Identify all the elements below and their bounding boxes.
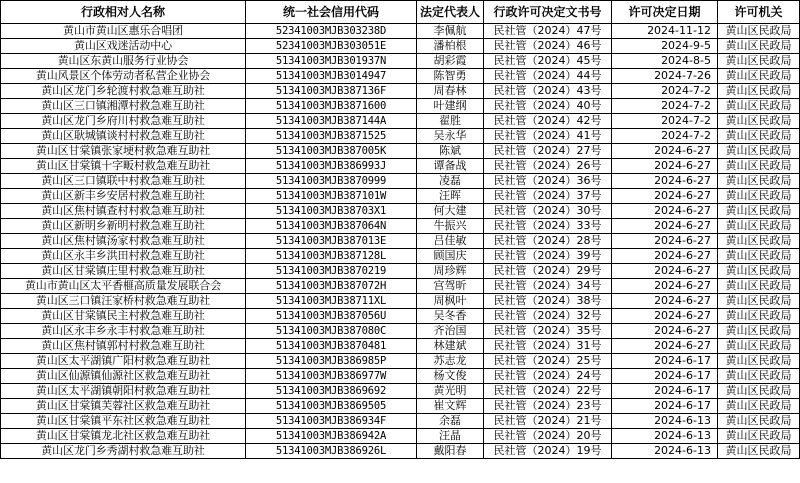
cell-authority: 黄山区民政局 xyxy=(718,99,800,114)
table-row xyxy=(1,324,800,339)
cell-credit-code: 51341003MJB38711XL xyxy=(246,294,417,309)
table-row xyxy=(1,84,800,99)
cell-legal-rep: 翟胜 xyxy=(417,114,484,129)
cell-document-no: 民社管（2024）29号 xyxy=(484,264,612,279)
cell-legal-rep: 吴永华 xyxy=(417,129,484,144)
cell-authority: 黄山区民政局 xyxy=(718,324,800,339)
table-row xyxy=(1,219,800,234)
cell-authority: 黄山区民政局 xyxy=(718,264,800,279)
cell-document-no: 民社管（2024）42号 xyxy=(484,114,612,129)
cell-decision-date: 2024-6-27 xyxy=(612,324,718,339)
table-row xyxy=(1,24,800,39)
table-row xyxy=(1,294,800,309)
cell-document-no: 民社管（2024）28号 xyxy=(484,234,612,249)
cell-party-name: 黄山区甘棠镇庄里村救急难互助社 xyxy=(1,264,246,279)
cell-legal-rep: 周珍辉 xyxy=(417,264,484,279)
cell-credit-code: 51341003MJB387080C xyxy=(246,324,417,339)
cell-document-no: 民社管（2024）27号 xyxy=(484,144,612,159)
cell-document-no: 民社管（2024）47号 xyxy=(484,24,612,39)
table-row xyxy=(1,129,800,144)
table-row xyxy=(1,444,800,459)
cell-party-name: 黄山区焦村镇查村村救急难互助社 xyxy=(1,204,246,219)
header-document-no: 行政许可决定文书号 xyxy=(484,1,612,24)
cell-legal-rep: 牛振兴 xyxy=(417,219,484,234)
cell-legal-rep: 顾国庆 xyxy=(417,249,484,264)
cell-legal-rep: 戴阳春 xyxy=(417,444,484,459)
header-credit-code: 统一社会信用代码 xyxy=(246,1,417,24)
cell-party-name: 黄山区龙门乡府川村救急难互助社 xyxy=(1,114,246,129)
cell-authority: 黄山区民政局 xyxy=(718,429,800,444)
cell-legal-rep: 余磊 xyxy=(417,414,484,429)
cell-decision-date: 2024-7-2 xyxy=(612,99,718,114)
cell-authority: 黄山区民政局 xyxy=(718,189,800,204)
cell-credit-code: 51341003MJB3871600 xyxy=(246,99,417,114)
table-row xyxy=(1,279,800,294)
cell-party-name: 黄山区龙门乡轮渡村救急难互助社 xyxy=(1,84,246,99)
table-body xyxy=(1,24,800,459)
cell-document-no: 民社管（2024）31号 xyxy=(484,339,612,354)
cell-legal-rep: 周枫叶 xyxy=(417,294,484,309)
cell-party-name: 黄山区太平湖镇朝阳村救急难互助社 xyxy=(1,384,246,399)
cell-decision-date: 2024-6-27 xyxy=(612,264,718,279)
cell-decision-date: 2024-7-26 xyxy=(612,69,718,84)
cell-credit-code: 51341003MJB387128L xyxy=(246,249,417,264)
header-party-name: 行政相对人名称 xyxy=(1,1,246,24)
cell-credit-code: 51341003MJB3870999 xyxy=(246,174,417,189)
cell-authority: 黄山区民政局 xyxy=(718,219,800,234)
cell-legal-rep: 汪晖 xyxy=(417,189,484,204)
table-row xyxy=(1,114,800,129)
cell-document-no: 民社管（2024）46号 xyxy=(484,39,612,54)
cell-authority: 黄山区民政局 xyxy=(718,384,800,399)
cell-credit-code: 51341003MJB387136F xyxy=(246,84,417,99)
cell-credit-code: 51341003MJB3869692 xyxy=(246,384,417,399)
cell-decision-date: 2024-6-27 xyxy=(612,204,718,219)
cell-authority: 黄山区民政局 xyxy=(718,414,800,429)
cell-decision-date: 2024-6-27 xyxy=(612,294,718,309)
cell-authority: 黄山区民政局 xyxy=(718,369,800,384)
cell-legal-rep: 吕佳敏 xyxy=(417,234,484,249)
cell-document-no: 民社管（2024）26号 xyxy=(484,159,612,174)
cell-decision-date: 2024-7-2 xyxy=(612,84,718,99)
cell-credit-code: 51341003MJB387101W xyxy=(246,189,417,204)
cell-decision-date: 2024-7-2 xyxy=(612,114,718,129)
cell-legal-rep: 陈智勇 xyxy=(417,69,484,84)
cell-party-name: 黄山区仙源镇仙源社区救急难互助社 xyxy=(1,369,246,384)
cell-party-name: 黄山区太平湖镇广阳村救急难互助社 xyxy=(1,354,246,369)
cell-credit-code: 51341003MJB3014947 xyxy=(246,69,417,84)
cell-decision-date: 2024-6-13 xyxy=(612,444,718,459)
cell-decision-date: 2024-8-5 xyxy=(612,54,718,69)
cell-credit-code: 51341003MJB3870481 xyxy=(246,339,417,354)
cell-credit-code: 51341003MJB387064N xyxy=(246,219,417,234)
cell-document-no: 民社管（2024）38号 xyxy=(484,294,612,309)
cell-credit-code: 51341003MJB386926L xyxy=(246,444,417,459)
cell-credit-code: 51341003MJB387056U xyxy=(246,309,417,324)
cell-decision-date: 2024-6-27 xyxy=(612,159,718,174)
cell-document-no: 民社管（2024）43号 xyxy=(484,84,612,99)
table-row xyxy=(1,189,800,204)
cell-party-name: 黄山区三口镇湘潭村救急难互助社 xyxy=(1,99,246,114)
cell-credit-code: 51341003MJB3869505 xyxy=(246,399,417,414)
header-authority: 许可机关 xyxy=(718,1,800,24)
table-row xyxy=(1,339,800,354)
cell-authority: 黄山区民政局 xyxy=(718,294,800,309)
cell-document-no: 民社管（2024）30号 xyxy=(484,204,612,219)
cell-party-name: 黄山区龙门乡秀湖村救急难互助社 xyxy=(1,444,246,459)
cell-decision-date: 2024-6-27 xyxy=(612,144,718,159)
cell-credit-code: 51341003MJB3871525 xyxy=(246,129,417,144)
cell-document-no: 民社管（2024）34号 xyxy=(484,279,612,294)
cell-decision-date: 2024-9-5 xyxy=(612,39,718,54)
cell-legal-rep: 胡彩霞 xyxy=(417,54,484,69)
cell-decision-date: 2024-6-27 xyxy=(612,279,718,294)
cell-credit-code: 51341003MJB386942A xyxy=(246,429,417,444)
table-row xyxy=(1,54,800,69)
cell-authority: 黄山区民政局 xyxy=(718,234,800,249)
header-legal-rep: 法定代表人 xyxy=(417,1,484,24)
cell-credit-code: 52341003MJB303051E xyxy=(246,39,417,54)
cell-credit-code: 51341003MJB38703X1 xyxy=(246,204,417,219)
cell-legal-rep: 吴冬香 xyxy=(417,309,484,324)
cell-document-no: 民社管（2024）21号 xyxy=(484,414,612,429)
cell-document-no: 民社管（2024）25号 xyxy=(484,354,612,369)
cell-authority: 黄山区民政局 xyxy=(718,24,800,39)
cell-decision-date: 2024-6-27 xyxy=(612,339,718,354)
cell-party-name: 黄山区三口镇联中村救急难互助社 xyxy=(1,174,246,189)
cell-authority: 黄山区民政局 xyxy=(718,54,800,69)
cell-authority: 黄山区民政局 xyxy=(718,354,800,369)
cell-authority: 黄山区民政局 xyxy=(718,249,800,264)
cell-document-no: 民社管（2024）41号 xyxy=(484,129,612,144)
cell-authority: 黄山区民政局 xyxy=(718,444,800,459)
cell-credit-code: 51341003MJB3870219 xyxy=(246,264,417,279)
table-row xyxy=(1,249,800,264)
table-row xyxy=(1,204,800,219)
cell-document-no: 民社管（2024）36号 xyxy=(484,174,612,189)
cell-party-name: 黄山区耿城镇谈村村救急难互助社 xyxy=(1,129,246,144)
cell-credit-code: 51341003MJB386977W xyxy=(246,369,417,384)
cell-authority: 黄山区民政局 xyxy=(718,69,800,84)
cell-party-name: 黄山区戏迷活动中心 xyxy=(1,39,246,54)
table-row xyxy=(1,429,800,444)
cell-document-no: 民社管（2024）20号 xyxy=(484,429,612,444)
cell-document-no: 民社管（2024）37号 xyxy=(484,189,612,204)
cell-document-no: 民社管（2024）33号 xyxy=(484,219,612,234)
cell-credit-code: 51341003MJB386934F xyxy=(246,414,417,429)
cell-legal-rep: 齐治国 xyxy=(417,324,484,339)
cell-party-name: 黄山市黄山区太平香榧高质量发展联合会 xyxy=(1,279,246,294)
cell-decision-date: 2024-6-27 xyxy=(612,189,718,204)
header-row xyxy=(1,1,800,24)
table-row xyxy=(1,234,800,249)
cell-credit-code: 52341003MJB303238D xyxy=(246,24,417,39)
cell-authority: 黄山区民政局 xyxy=(718,399,800,414)
cell-authority: 黄山区民政局 xyxy=(718,204,800,219)
cell-credit-code: 51341003MJB386985P xyxy=(246,354,417,369)
cell-party-name: 黄山区新明乡新明村救急难互助社 xyxy=(1,219,246,234)
cell-legal-rep: 周春林 xyxy=(417,84,484,99)
cell-decision-date: 2024-6-13 xyxy=(612,414,718,429)
cell-legal-rep: 汪晶 xyxy=(417,429,484,444)
cell-decision-date: 2024-6-17 xyxy=(612,399,718,414)
cell-legal-rep: 潘柏根 xyxy=(417,39,484,54)
cell-legal-rep: 陈斌 xyxy=(417,144,484,159)
cell-decision-date: 2024-6-17 xyxy=(612,369,718,384)
cell-credit-code: 51341003MJB387013E xyxy=(246,234,417,249)
cell-document-no: 民社管（2024）22号 xyxy=(484,384,612,399)
cell-document-no: 民社管（2024）40号 xyxy=(484,99,612,114)
cell-legal-rep: 苏志龙 xyxy=(417,354,484,369)
cell-authority: 黄山区民政局 xyxy=(718,129,800,144)
table-row xyxy=(1,39,800,54)
table-row xyxy=(1,399,800,414)
cell-authority: 黄山区民政局 xyxy=(718,339,800,354)
cell-party-name: 黄山区三口镇汪家桥村救急难互助社 xyxy=(1,294,246,309)
cell-legal-rep: 凌磊 xyxy=(417,174,484,189)
cell-party-name: 黄山区东黄山服务行业协会 xyxy=(1,54,246,69)
cell-party-name: 黄山区甘棠镇芙蓉社区救急难互助社 xyxy=(1,399,246,414)
cell-legal-rep: 崔文辉 xyxy=(417,399,484,414)
table-row xyxy=(1,264,800,279)
cell-credit-code: 51341003MJB387144A xyxy=(246,114,417,129)
cell-party-name: 黄山区甘棠镇张家埂村救急难互助社 xyxy=(1,144,246,159)
cell-authority: 黄山区民政局 xyxy=(718,309,800,324)
cell-party-name: 黄山区焦村镇郭村村救急难互助社 xyxy=(1,339,246,354)
cell-document-no: 民社管（2024）24号 xyxy=(484,369,612,384)
cell-authority: 黄山区民政局 xyxy=(718,279,800,294)
cell-party-name: 黄山区甘棠镇民主村救急难互助社 xyxy=(1,309,246,324)
cell-authority: 黄山区民政局 xyxy=(718,114,800,129)
cell-decision-date: 2024-6-13 xyxy=(612,429,718,444)
cell-legal-rep: 何大建 xyxy=(417,204,484,219)
table-row xyxy=(1,144,800,159)
table-row xyxy=(1,99,800,114)
cell-document-no: 民社管（2024）19号 xyxy=(484,444,612,459)
table-row xyxy=(1,159,800,174)
cell-legal-rep: 宫驾昕 xyxy=(417,279,484,294)
cell-decision-date: 2024-11-12 xyxy=(612,24,718,39)
cell-party-name: 黄山区甘棠镇龙北社区救急难互助社 xyxy=(1,429,246,444)
cell-legal-rep: 林建斌 xyxy=(417,339,484,354)
cell-document-no: 民社管（2024）32号 xyxy=(484,309,612,324)
cell-decision-date: 2024-6-17 xyxy=(612,384,718,399)
cell-party-name: 黄山市黄山区惠乐合唱团 xyxy=(1,24,246,39)
cell-credit-code: 51341003MJB387072H xyxy=(246,279,417,294)
cell-party-name: 黄山区永丰乡永丰村救急难互助社 xyxy=(1,324,246,339)
cell-document-no: 民社管（2024）35号 xyxy=(484,324,612,339)
cell-decision-date: 2024-6-27 xyxy=(612,309,718,324)
cell-party-name: 黄山区焦村镇汤家村救急难互助社 xyxy=(1,234,246,249)
cell-legal-rep: 杨文俊 xyxy=(417,369,484,384)
cell-decision-date: 2024-6-27 xyxy=(612,234,718,249)
cell-party-name: 黄山区甘棠镇平东社区救急难互助社 xyxy=(1,414,246,429)
cell-authority: 黄山区民政局 xyxy=(718,84,800,99)
cell-party-name: 黄山区永丰乡洪田村救急难互助社 xyxy=(1,249,246,264)
table-row xyxy=(1,354,800,369)
cell-legal-rep: 叶建纲 xyxy=(417,99,484,114)
cell-authority: 黄山区民政局 xyxy=(718,159,800,174)
cell-document-no: 民社管（2024）23号 xyxy=(484,399,612,414)
cell-document-no: 民社管（2024）44号 xyxy=(484,69,612,84)
cell-authority: 黄山区民政局 xyxy=(718,174,800,189)
cell-credit-code: 51341003MJB386993J xyxy=(246,159,417,174)
cell-authority: 黄山区民政局 xyxy=(718,144,800,159)
cell-legal-rep: 李佩航 xyxy=(417,24,484,39)
cell-credit-code: 51341003MJB301937N xyxy=(246,54,417,69)
cell-decision-date: 2024-6-27 xyxy=(612,249,718,264)
cell-document-no: 民社管（2024）45号 xyxy=(484,54,612,69)
table-row xyxy=(1,174,800,189)
cell-credit-code: 51341003MJB387005K xyxy=(246,144,417,159)
cell-decision-date: 2024-6-27 xyxy=(612,219,718,234)
cell-party-name: 黄山风景区个体劳动者私营企业协会 xyxy=(1,69,246,84)
table-row xyxy=(1,369,800,384)
cell-decision-date: 2024-7-2 xyxy=(612,129,718,144)
cell-authority: 黄山区民政局 xyxy=(718,39,800,54)
table-row xyxy=(1,309,800,324)
table-row xyxy=(1,384,800,399)
header-decision-date: 许可决定日期 xyxy=(612,1,718,24)
cell-decision-date: 2024-6-17 xyxy=(612,354,718,369)
cell-legal-rep: 谭备战 xyxy=(417,159,484,174)
cell-party-name: 黄山区新丰乡安居村救急难互助社 xyxy=(1,189,246,204)
table-header xyxy=(1,1,800,24)
table-row xyxy=(1,69,800,84)
cell-party-name: 黄山区甘棠镇十字畈村救急难互助社 xyxy=(1,159,246,174)
table-row xyxy=(1,414,800,429)
cell-document-no: 民社管（2024）39号 xyxy=(484,249,612,264)
cell-decision-date: 2024-6-27 xyxy=(612,174,718,189)
cell-legal-rep: 黄光明 xyxy=(417,384,484,399)
